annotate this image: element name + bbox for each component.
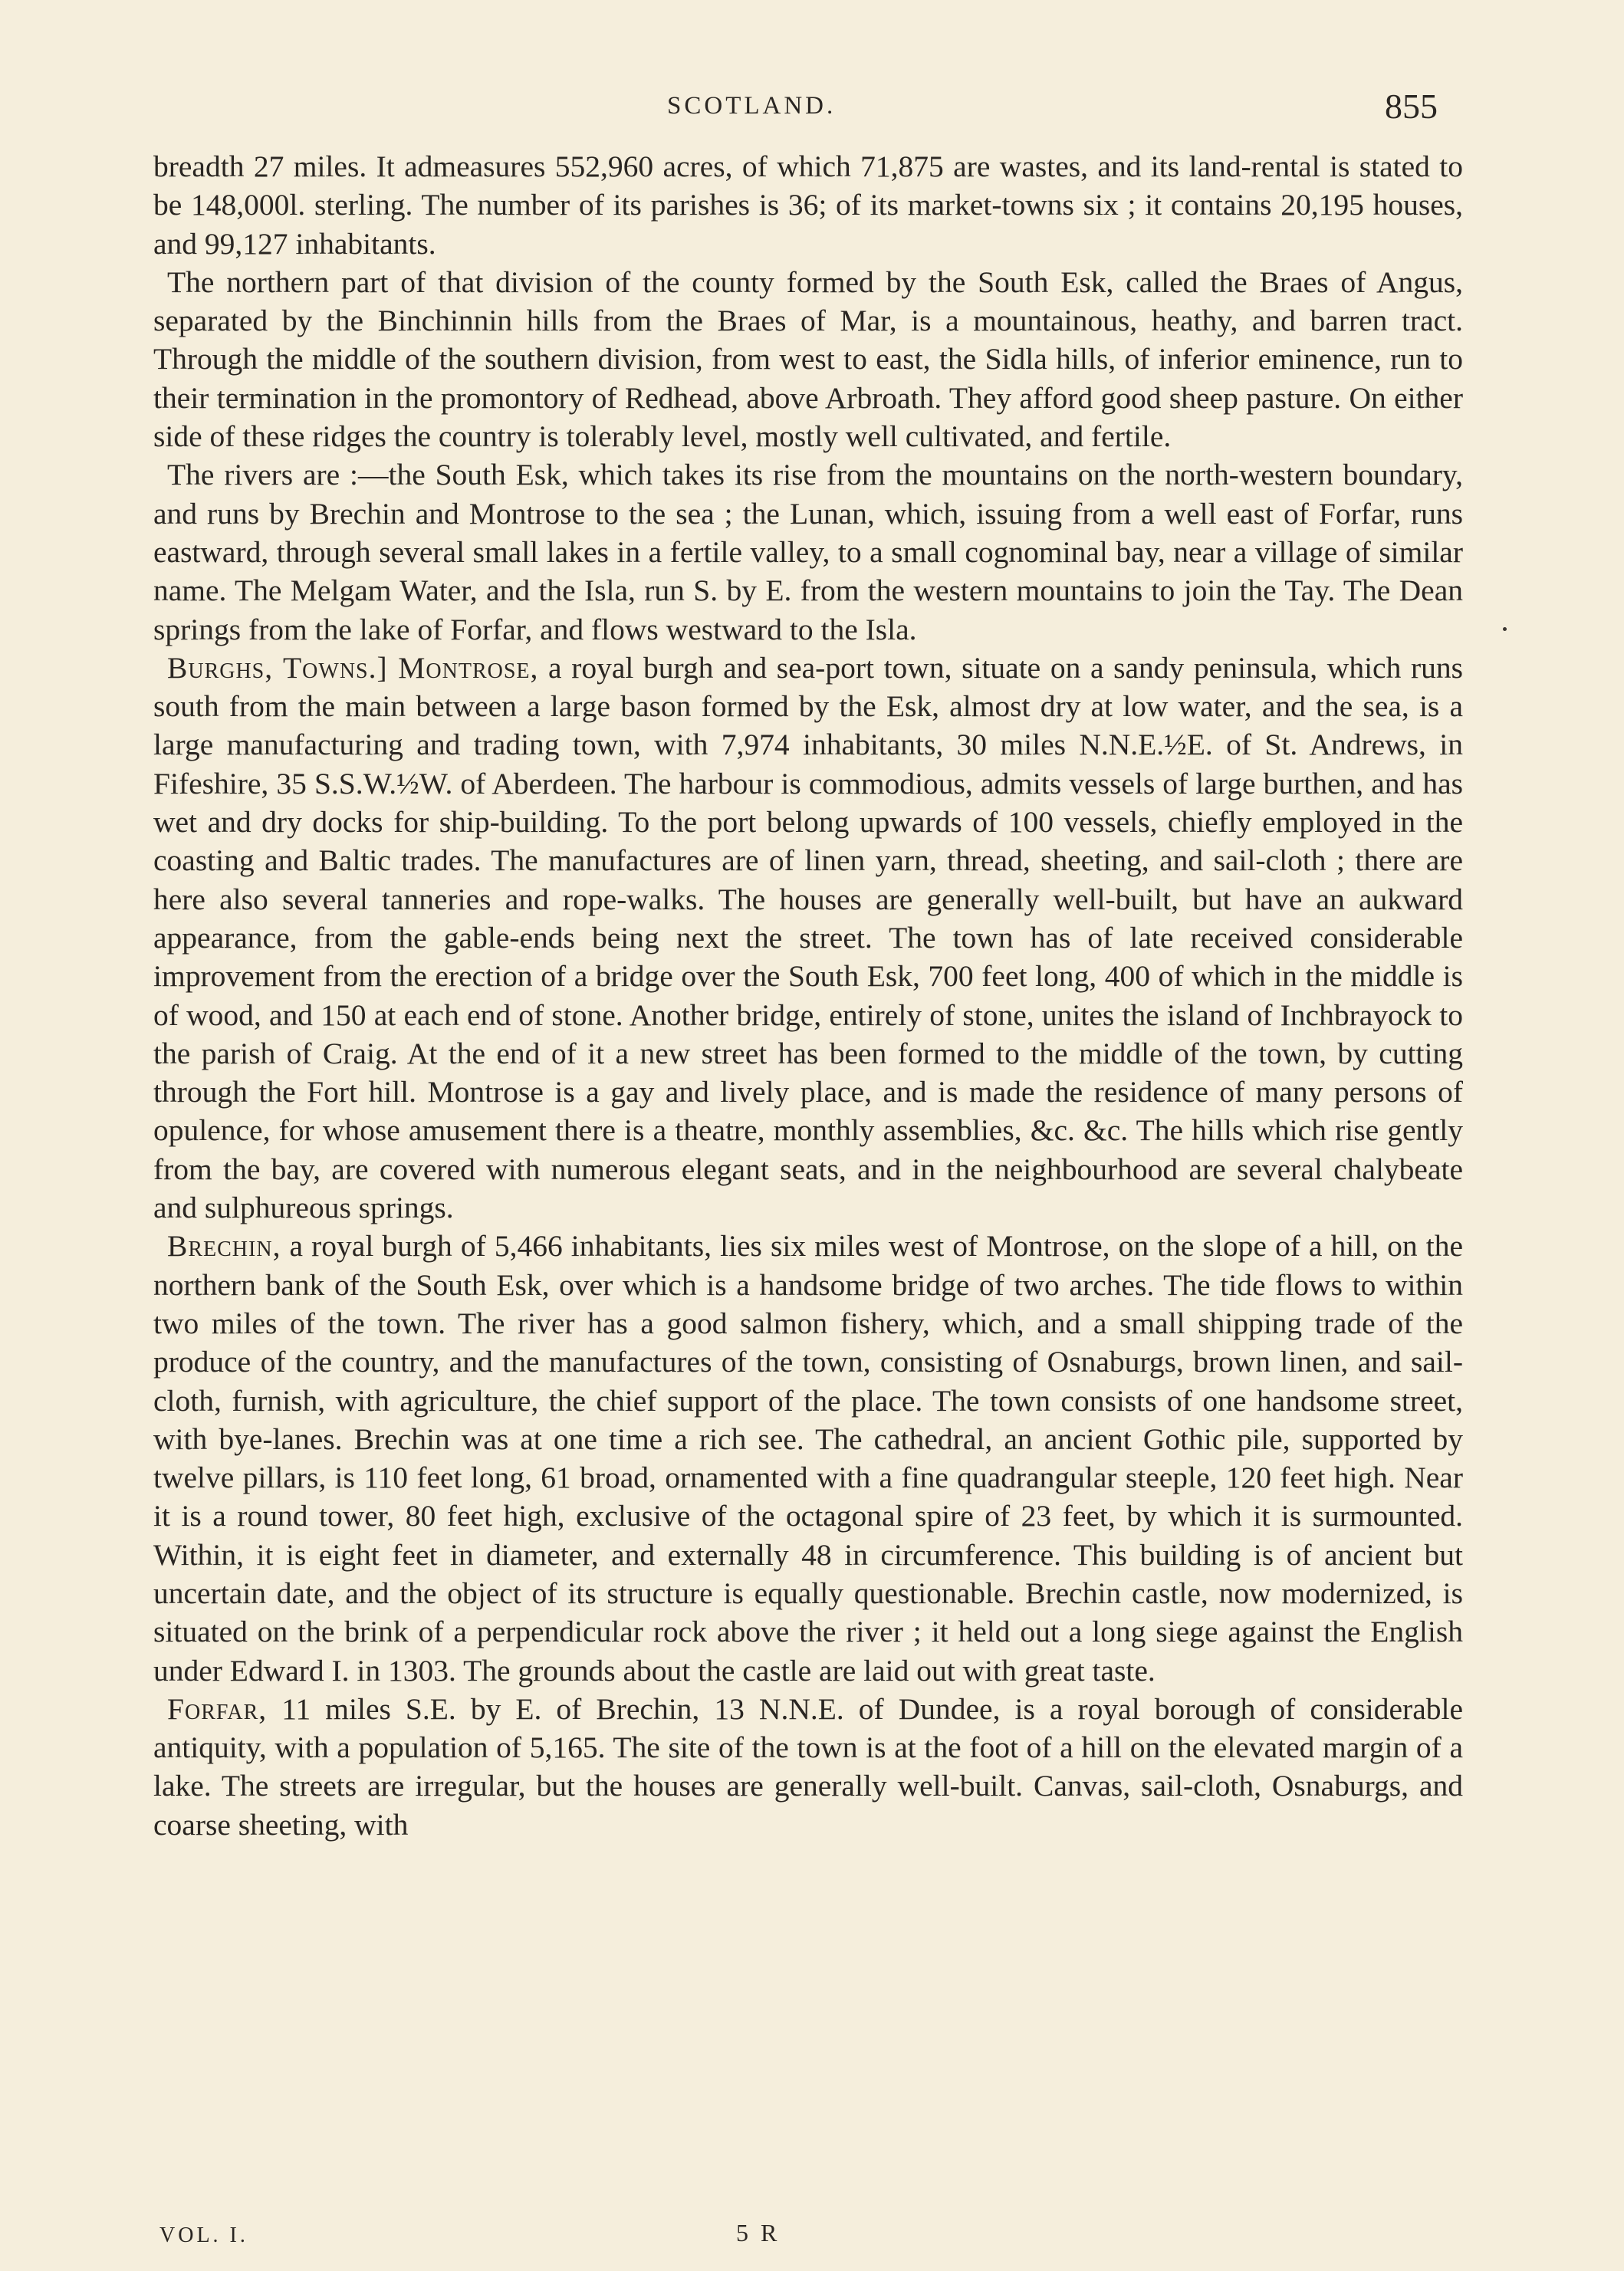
paragraph-lead: Burghs, Towns.] Montrose, xyxy=(167,650,539,685)
paragraph xyxy=(153,263,1463,455)
page-number: 855 xyxy=(1385,87,1438,126)
paragraph xyxy=(153,1227,1463,1690)
paragraph-text: a royal burgh of 5,466 inhabitants, lies six miles west of Montrose, on the slope of a hill, on the northern bank of the South Esk, over which is a handsome bridge of two arches. The tide flows to within two miles of the town. The river has a good salmon fishery, which, and a small shipping trade of the produce of the country, and the manufactures of the town, consisting of Osnaburgs, brown linen, and sail-cloth, furnish, with agriculture, the chief support of the place. The town consists of one handsome street, with bye-lanes. Brechin was at one time a rich see. The cathedral, an ancient Gothic pile, supported by twelve pillars, is 110 feet long, 61 broad, ornamented with a fine quadrangular steeple, 120 feet high. Near it is a round tower, 80 feet high, exclusive of the octagonal spire of 23 feet, by which it is surmounted. Within, it is eight feet in diameter, and externally 48 in circumference. This building is of ancient but uncertain date, and the object of its structure is equally questionable. Brechin castle, now modernized, is situated on the brink of a perpendicular rock above the river ; it held out a long siege against the English under Edward I. in 1303. The grounds about the castle are laid out with great taste. xyxy=(153,1229,1463,1688)
paragraph-text: The rivers are :—the South Esk, which takes its rise from the mountains on the north-western boundary, and runs by Brechin and Montrose to the sea ; the Lunan, which, issuing from a well east of Forfar, runs eastward, through several small lakes in a fertile valley, to a small cognominal bay, near a village of similar name. The Melgam Water, and the Isla, run S. by E. from the western mountains to join the Tay. The Dean springs from the lake of Forfar, and flows westward to the Isla. xyxy=(153,458,1463,646)
paragraph-lead: Forfar, xyxy=(167,1691,268,1726)
paragraph-text: a royal burgh and sea-port town, situate on a sandy peninsula, which runs south from the main between a large bason formed by the Esk, almost dry at low water, and the sea, is a large manufacturing and trading town, with 7,974 inhabitants, 30 miles N.N.E.½E. of St. Andrews, in Fifeshire, 35 S.S.W.½W. of Aberdeen. The harbour is commodious, admits vessels of large burthen, and has wet and dry docks for ship-building. To the port belong upwards of 100 vessels, chiefly employed in the coasting and Baltic trades. The manufactures are of linen yarn, thread, sheeting, and sail-cloth ; there are here also several tanneries and rope-walks. The houses are generally well-built, but have an aukward appearance, from the gable-ends being next the street. The town has of late received considerable improvement from the erection of a bridge over the South Esk, 700 feet long, 400 of which in the middle is of wood, and 150 at each end of stone. Another bridge, entirely of stone, unites the island of Inchbrayock to the parish of Craig. At the end of it a new street has been formed to the middle of the town, by cutting through the Fort hill. Montrose is a gay and lively place, and is made the residence of many persons of opulence, for whose amusement there is a theatre, monthly assemblies, &c. &c. The hills which rise gently from the bay, are covered with numerous elegant seats, and in the neighbourhood are several chalybeate and sulphureous springs. xyxy=(153,650,1463,1225)
paragraph xyxy=(153,455,1463,648)
paragraph-text: 11 miles S.E. by E. of Brechin, 13 N.N.E. of Dundee, is a royal borough of considerable antiquity, with a population of 5,165. The site of the town is at the foot of a hill on the elevated margin of a lake. The streets are irregular, but the houses are generally well-built. Canvas, sail-cloth, Osnaburgs, and coarse sheeting, with xyxy=(153,1691,1463,1842)
paragraph xyxy=(153,1690,1463,1844)
margin-dot xyxy=(1503,627,1507,631)
paragraph-lead: Brechin, xyxy=(167,1229,281,1264)
paragraph-text: The northern part of that division of the county formed by the South Esk, called the Braes of Angus, separated by the Binchinnin hills from the Braes of Mar, is a mountainous, heathy, and barren tract. Through the middle of the southern division, from west to east, the Sidla hills, of inferior eminence, run to their termination in the promontory of Redhead, above Arbroath. They afford good sheep pasture. On either side of these ridges the country is tolerably level, mostly well cultivated, and fertile. xyxy=(153,265,1463,454)
paragraph xyxy=(153,147,1463,263)
volume-label: VOL. I. xyxy=(159,2223,248,2247)
signature-mark: 5 R xyxy=(736,2219,781,2246)
body-text xyxy=(153,147,1463,1844)
paragraph xyxy=(153,649,1463,1227)
running-head xyxy=(153,86,1438,132)
paragraph-text: breadth 27 miles. It admeasures 552,960 acres, of which 71,875 are wastes, and its land-rental is stated to be 148,000l. sterling. The number of its parishes is 36; of its market-towns six ; it contains 20,195 houses, and 99,127 inhabitants. xyxy=(153,150,1463,261)
running-title: SCOTLAND. xyxy=(667,92,837,120)
page-footer xyxy=(0,2219,1624,2262)
